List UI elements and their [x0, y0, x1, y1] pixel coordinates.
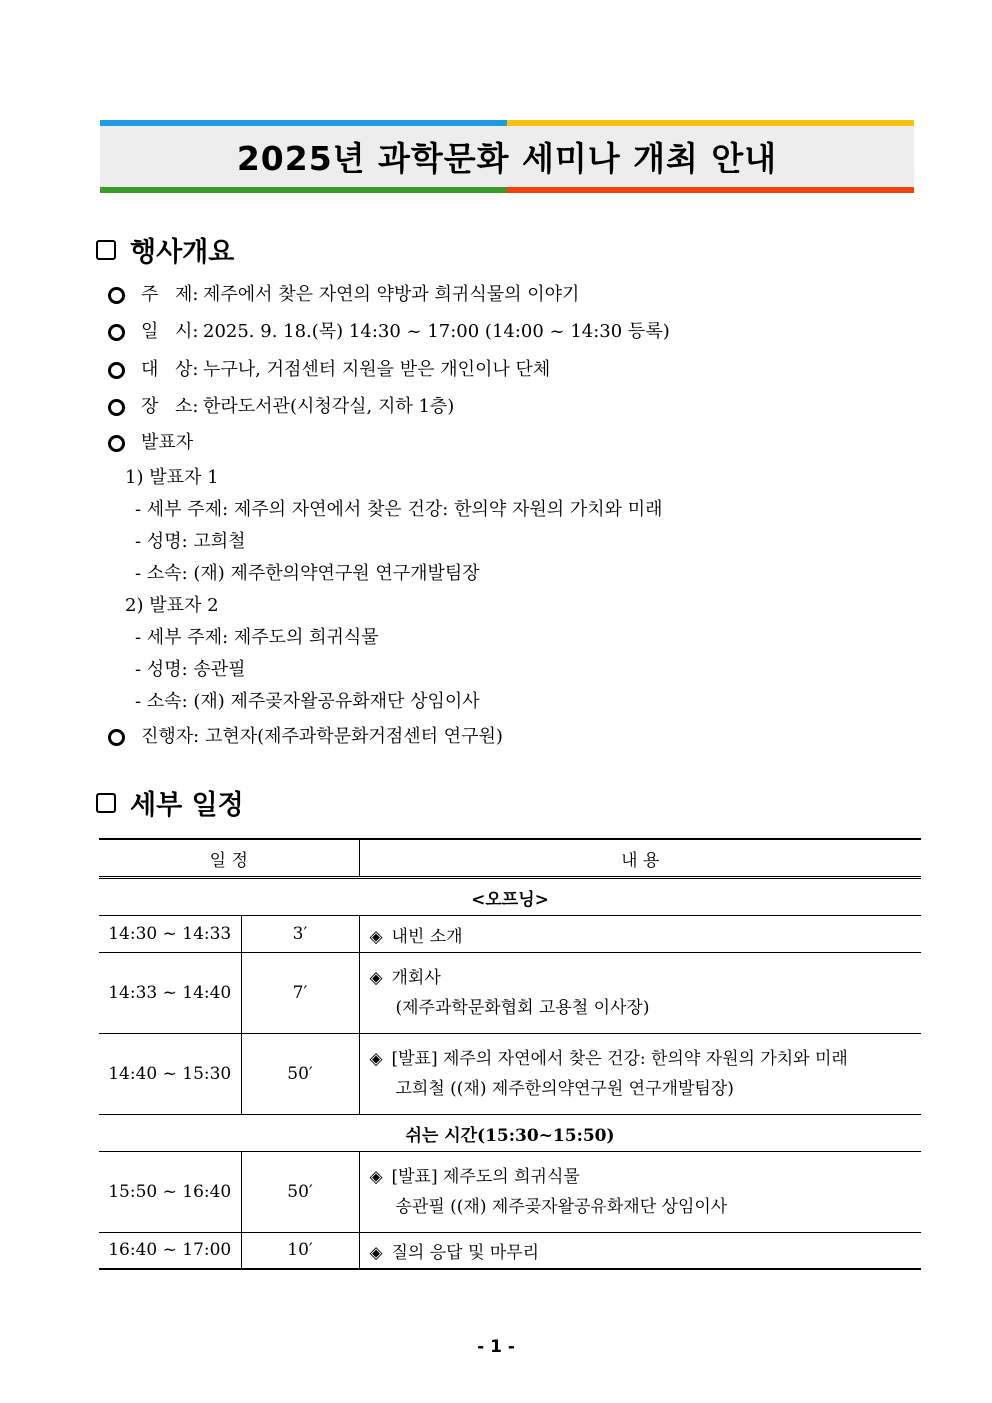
content-line: 질의 응답 및 마무리 — [391, 1242, 540, 1263]
item-label: 소: — [175, 396, 199, 417]
circle-bullet-icon — [108, 435, 125, 452]
duration-cell: 50′ — [241, 1034, 359, 1115]
circle-bullet-icon — [108, 287, 125, 304]
table-row — [99, 1034, 921, 1115]
content-line: 송관필 ((재) 제주곶자왈공유화재단 상임이사 — [395, 1197, 728, 1217]
content-cell — [359, 1233, 921, 1269]
break-label: 쉬는 시간(15:30~15:50) — [99, 1115, 921, 1152]
speaker-2-org: - 소속: (재) 제주곶자왈공유화재단 상임이사 — [135, 691, 480, 712]
overview-item-speakers — [108, 432, 193, 454]
banner-bar-red — [507, 187, 914, 193]
col-header-content: 내 용 — [359, 839, 921, 878]
table-row — [99, 1233, 921, 1269]
diamond-bullet-icon: ◈ — [369, 926, 383, 947]
item-label: 일 — [141, 321, 159, 342]
title-banner — [100, 120, 914, 193]
content-line: (제주과학문화협회 고용철 이사장) — [395, 998, 650, 1018]
duration-cell: 50′ — [241, 1152, 359, 1233]
circle-bullet-icon — [108, 362, 125, 379]
speaker-1-org: - 소속: (재) 제주한의약연구원 연구개발팀장 — [135, 563, 480, 584]
item-label: 제: — [175, 284, 199, 305]
schedule-table — [99, 838, 921, 1270]
col-header-schedule: 일 정 — [99, 839, 359, 878]
section-schedule-heading — [96, 783, 244, 822]
table-row-opening — [99, 878, 921, 916]
content-cell — [359, 916, 921, 953]
content-line: 개회사 — [391, 968, 441, 988]
banner-bar-green — [100, 187, 507, 193]
item-label: 시: — [175, 321, 199, 342]
overview-item-place — [108, 396, 454, 418]
content-line: 고희철 ((재) 제주한의약연구원 연구개발팀장) — [395, 1079, 734, 1099]
item-value: 제주에서 찾은 자연의 약방과 희귀식물의 이야기 — [203, 284, 580, 305]
checkbox-square-icon — [96, 240, 116, 260]
table-row — [99, 1152, 921, 1233]
diamond-bullet-icon: ◈ — [369, 968, 383, 988]
duration-cell: 10′ — [241, 1233, 359, 1269]
table-row-break — [99, 1115, 921, 1152]
table-row — [99, 916, 921, 953]
time-cell: 14:30 ~ 14:33 — [99, 916, 241, 953]
checkbox-square-icon — [96, 793, 116, 813]
page-number: - 1 - — [477, 1337, 515, 1357]
speaker-1-topic: - 세부 주제: 제주의 자연에서 찾은 건강: 한의약 자원의 가치와 미래 — [135, 499, 663, 520]
table-row — [99, 953, 921, 1034]
time-cell: 14:33 ~ 14:40 — [99, 953, 241, 1034]
time-cell: 15:50 ~ 16:40 — [99, 1152, 241, 1233]
content-cell — [359, 1034, 921, 1115]
content-cell — [359, 1152, 921, 1233]
content-cell — [359, 953, 921, 1034]
overview-item-date — [108, 321, 670, 343]
content-line: 내빈 소개 — [391, 926, 463, 947]
speaker-2-name: - 성명: 송관필 — [135, 659, 246, 680]
overview-item-target — [108, 359, 550, 381]
time-cell: 14:40 ~ 15:30 — [99, 1034, 241, 1115]
diamond-bullet-icon: ◈ — [369, 1167, 383, 1187]
item-label: 장 — [141, 396, 159, 417]
speaker-1-heading: 1) 발표자 1 — [125, 467, 219, 488]
circle-bullet-icon — [108, 729, 125, 746]
duration-cell: 3′ — [241, 916, 359, 953]
diamond-bullet-icon: ◈ — [369, 1049, 383, 1069]
overview-item-topic — [108, 284, 579, 306]
time-cell: 16:40 ~ 17:00 — [99, 1233, 241, 1269]
table-header-row — [99, 839, 921, 878]
item-value: 2025. 9. 18.(목) 14:30 ~ 17:00 (14:00 ~ 14:30 등록) — [203, 321, 670, 342]
speakers-label: 발표자 — [141, 432, 194, 453]
opening-label: <오프닝> — [99, 878, 921, 916]
item-label: 주 — [141, 284, 159, 305]
duration-cell: 7′ — [241, 953, 359, 1034]
diamond-bullet-icon: ◈ — [369, 1242, 383, 1263]
speaker-2-heading: 2) 발표자 2 — [125, 595, 219, 616]
circle-bullet-icon — [108, 399, 125, 416]
overview-item-host — [108, 726, 503, 748]
section-overview-title: 행사개요 — [130, 237, 235, 268]
speaker-1-name: - 성명: 고희철 — [135, 531, 246, 552]
content-line: [발표] 제주의 자연에서 찾은 건강: 한의약 자원의 가치와 미래 — [391, 1049, 848, 1069]
item-value: 누구나, 거점센터 지원을 받은 개인이나 단체 — [203, 359, 551, 380]
speaker-2-topic: - 세부 주제: 제주도의 희귀식물 — [135, 627, 379, 648]
item-label: 대 — [141, 359, 159, 380]
item-value: 한라도서관(시청각실, 지하 1층) — [203, 396, 455, 417]
circle-bullet-icon — [108, 324, 125, 341]
section-overview-heading — [96, 230, 234, 269]
page-title: 2025년 과학문화 세미나 개최 안내 — [236, 139, 778, 178]
section-schedule-title: 세부 일정 — [130, 790, 244, 821]
host-value: 진행자: 고현자(제주과학문화거점센터 연구원) — [141, 726, 503, 747]
item-label: 상: — [175, 359, 199, 380]
content-line: [발표] 제주도의 희귀식물 — [391, 1167, 580, 1187]
